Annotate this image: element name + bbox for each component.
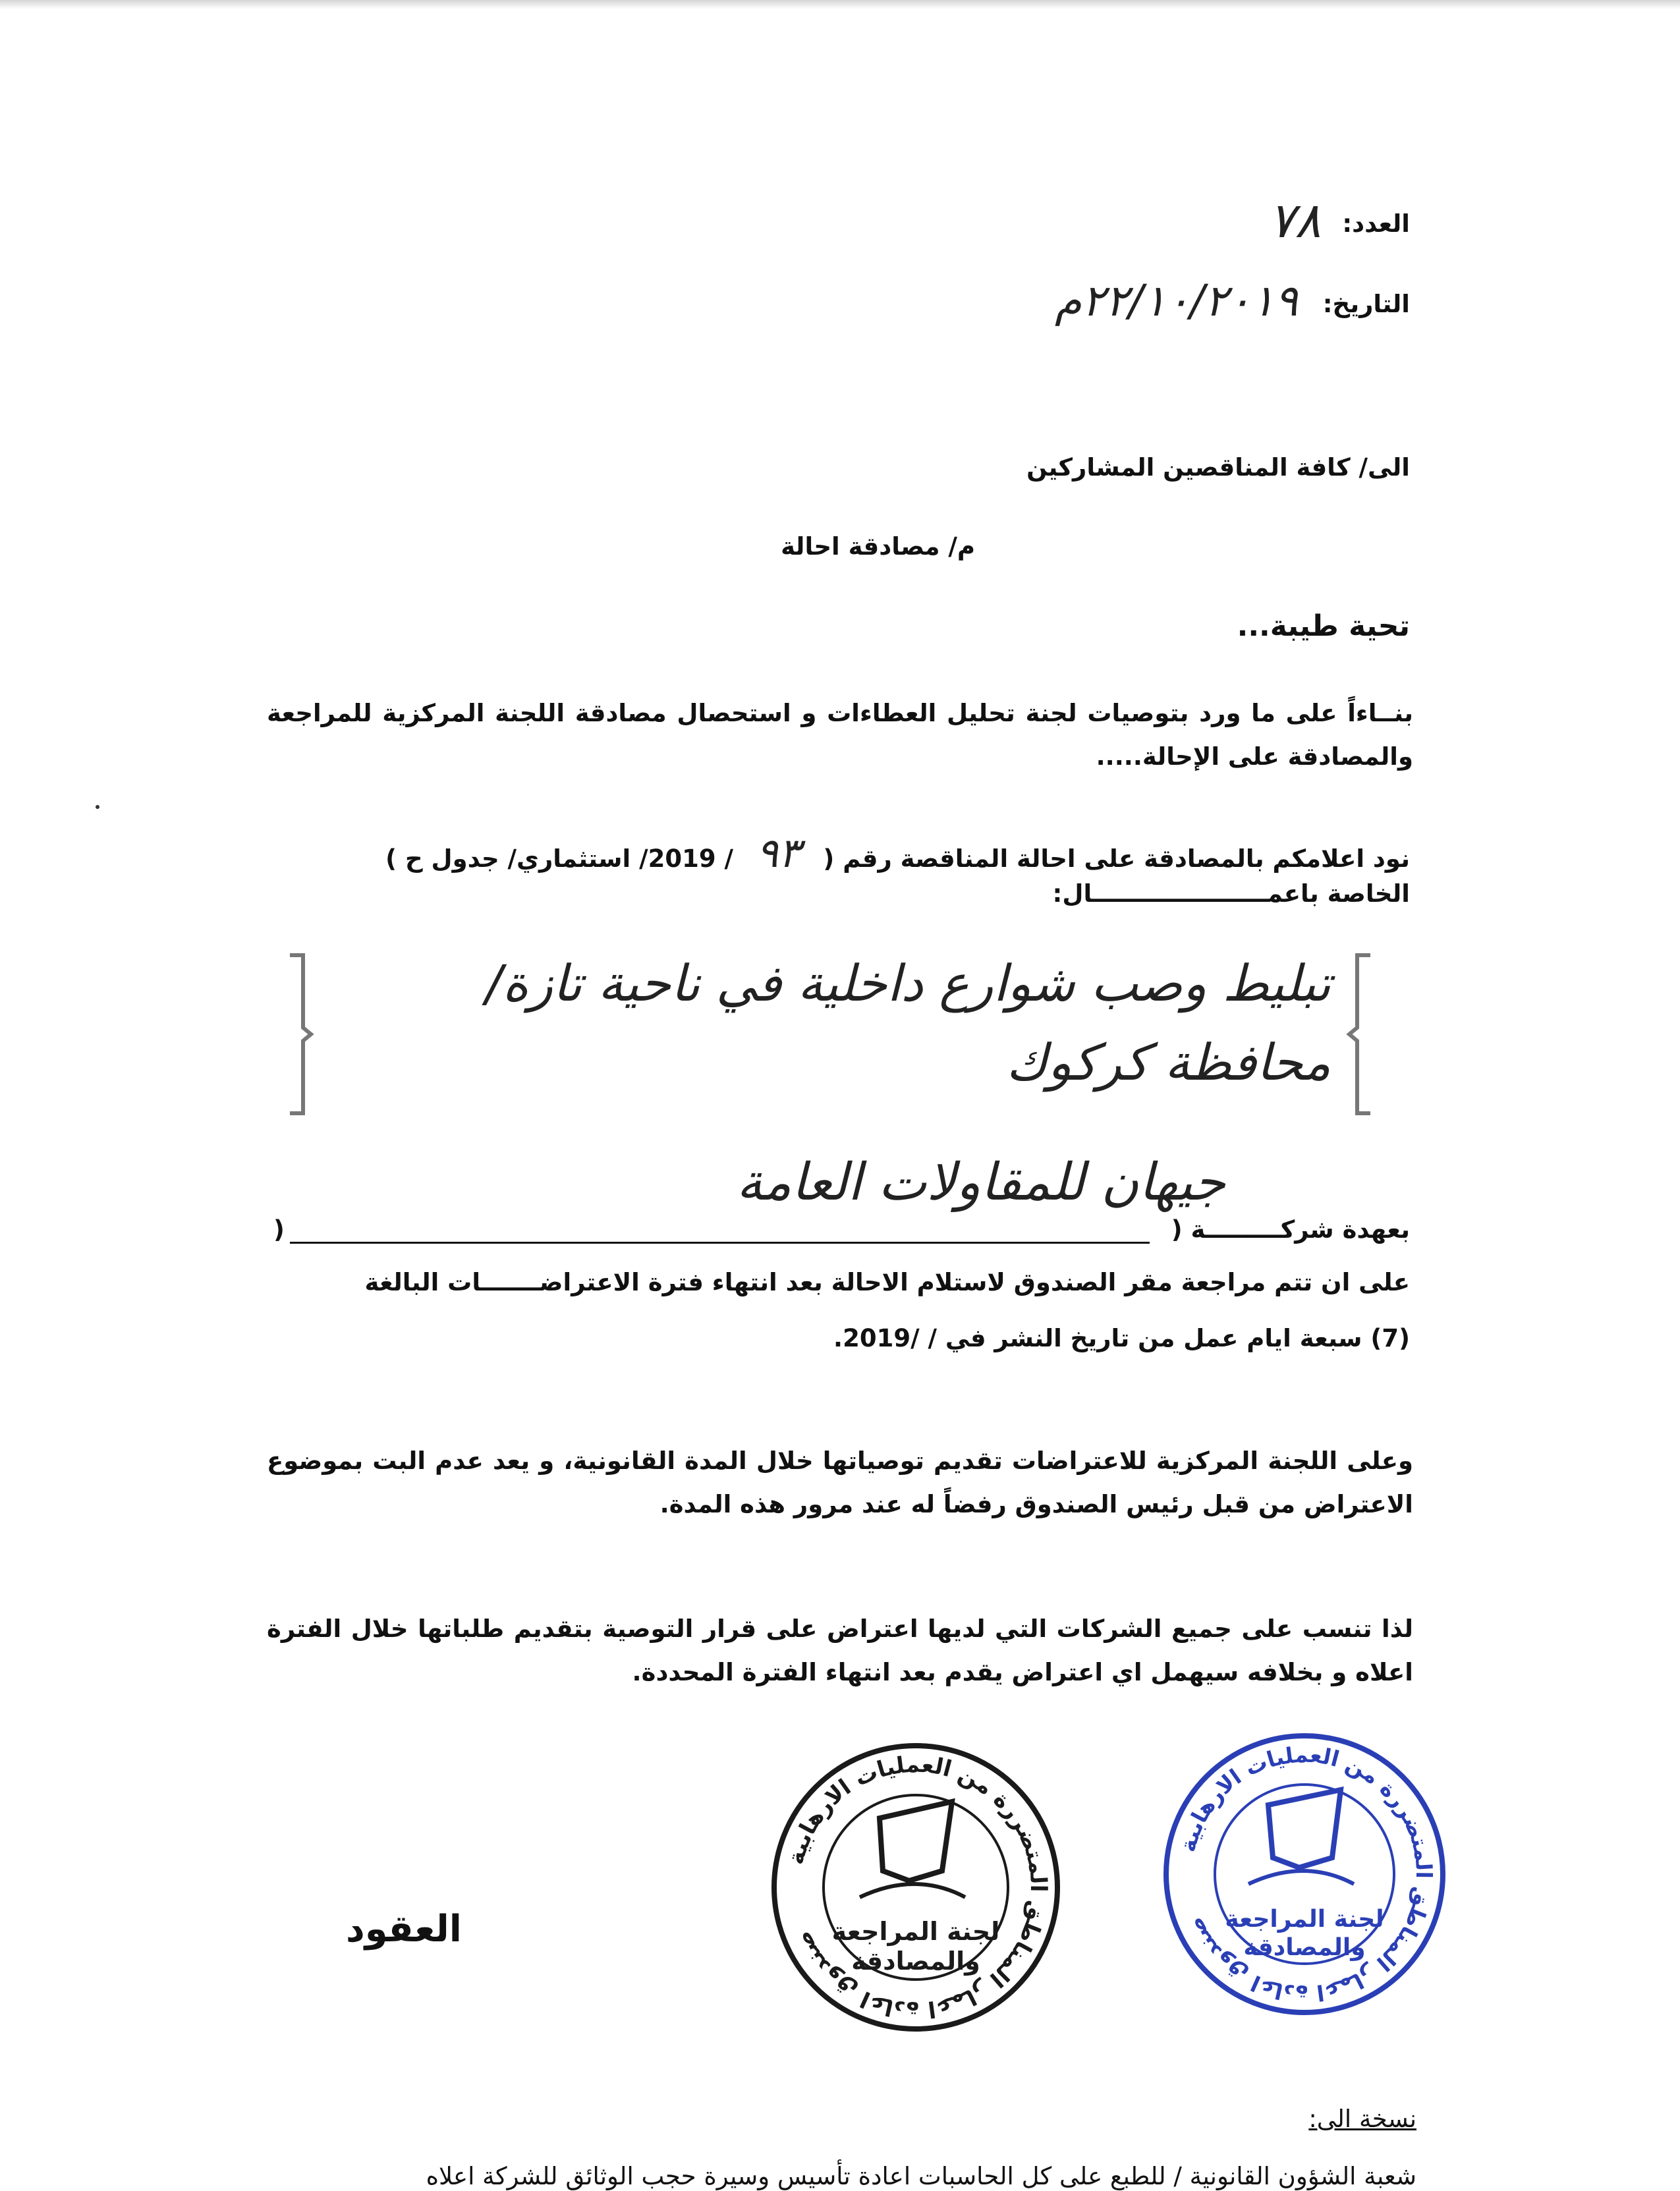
handwritten-tender-number: ٩٣: [756, 829, 800, 877]
copy-to-label: نسخة الى:: [1308, 2105, 1416, 2133]
black-stamp-center-2: والمصادقة: [851, 1947, 980, 1976]
blue-stamp-seal: [1160, 1729, 1449, 2019]
paragraph-review-line2: (7) سبعة ايام عمل من تاريخ النشر في / /2019.: [833, 1324, 1410, 1352]
handwritten-company-name: جيهان للمقاولات العامة: [736, 1153, 1225, 1212]
black-stamp: [768, 1739, 1064, 2036]
handwritten-number: ٧٨: [1268, 192, 1321, 249]
greeting: تحية طيبة...: [1237, 609, 1410, 643]
handwritten-date: ٢٢/١٠/٢٠١٩م: [1055, 275, 1298, 326]
number-label: العدد:: [1342, 209, 1410, 238]
handwritten-works-line2: محافظة كركوك: [1006, 1033, 1331, 1092]
blue-stamp-ring-text: صندوق اعادة اعمار المناطق المتضررة من العمليات الارهابية: [1174, 1741, 1438, 2007]
scan-edge: [0, 0, 1680, 9]
scan-speck: [96, 805, 99, 809]
works-bracket-box: [277, 949, 1384, 1120]
blue-stamp: [1160, 1729, 1449, 2019]
subject: م/ مصادقة احالة: [781, 532, 975, 561]
works-label: الخاصة باعمـــــــــــــــــــــال:: [1052, 879, 1410, 908]
tender-line-start: نود اعلامكم بالمصادقة على احالة المناقصة رقم (: [823, 845, 1410, 873]
tender-line-end: / 2019/ استثماري/ جدول ح ): [385, 845, 734, 873]
handwritten-works-line1: تبليط وصب شوارع داخلية في ناحية تازة/: [485, 954, 1331, 1012]
company-label: بعهدة شركـــــــــة (: [1171, 1215, 1410, 1244]
date-label: التاريخ:: [1322, 290, 1410, 318]
paragraph-review-line1: على ان تتم مراجعة مقر الصندوق لاستلام الاحالة بعد انتهاء فترة الاعتراضـــــــات البالغة: [364, 1268, 1410, 1296]
footer-cutoff-line: شعبة الشؤون القانونية / للطبع على كل الحاسبات اعادة تأسيس وسيرة حجب الوثائق للشركة اعلاه: [426, 2162, 1416, 2190]
blue-stamp-center-2: والمصادقة: [1243, 1934, 1366, 1961]
black-stamp-ring-text: صندوق اعادة اعمار المناطق المتضررة من العمليات الارهابية: [782, 1751, 1052, 2024]
contracts-signature-label: العقود: [346, 1908, 462, 1951]
tender-line: [385, 829, 1410, 877]
black-stamp-center-1: لجنة المراجعة: [831, 1917, 1000, 1946]
paragraph-intro: بنــاءاً على ما ورد بتوصيات لجنة تحليل العطاءات و استحصال مصادقة اللجنة المركزية للمراجعة والمصادقة على الإحالة.....: [267, 699, 1413, 771]
addressee: الى/ كافة المناقصين المشاركين: [1026, 453, 1410, 482]
black-stamp-seal: [768, 1739, 1064, 2036]
company-closing-paren: ): [273, 1215, 285, 1244]
paragraph-objections: وعلى اللجنة المركزية للاعتراضات تقديم توصياتها خلال المدة القانونية، و يعد عدم البت بموضوع الاعتراض من قبل رئيس الصندوق رفضاً له عند مرور هذه المدة.: [267, 1447, 1413, 1518]
paragraph-notice: لذا تنسب على جميع الشركات التي لديها اعتراض على قرار التوصية بتقديم طلباتها خلال الفترة اعلاه و بخلافه سيهمل اي اعتراض يقدم بعد انتهاء الفترة المحددة.: [267, 1615, 1413, 1686]
company-underline: [290, 1242, 1150, 1244]
blue-stamp-center-1: لجنة المراجعة: [1225, 1906, 1384, 1933]
